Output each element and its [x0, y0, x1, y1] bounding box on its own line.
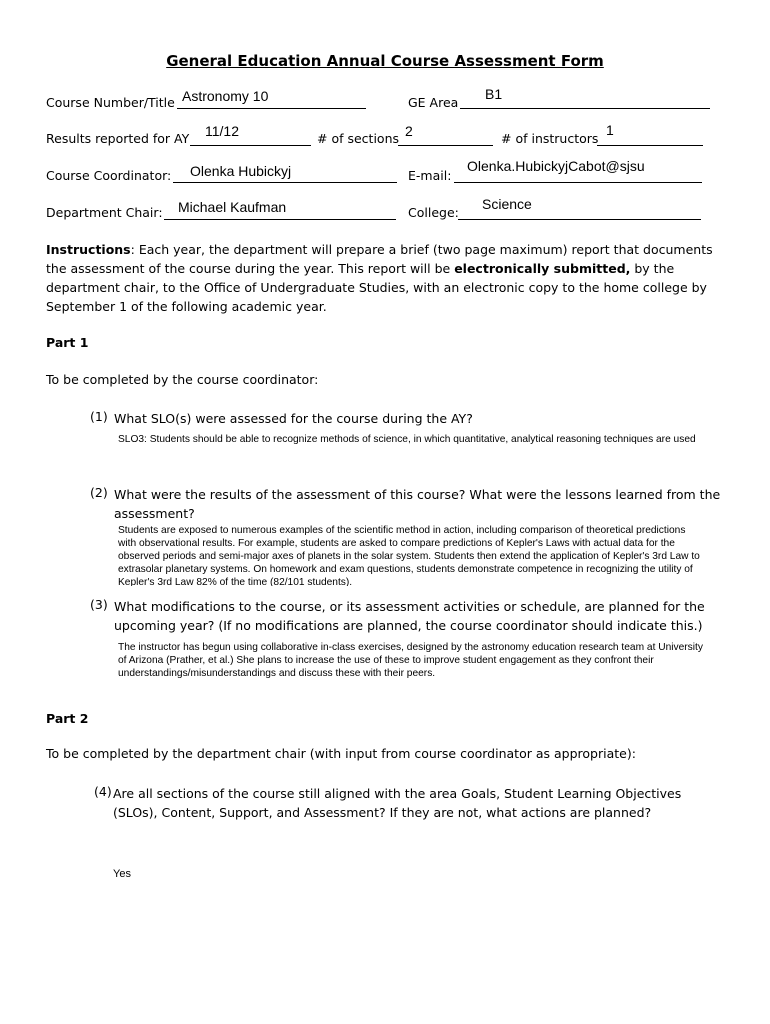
- q2-answer-field[interactable]: Students are exposed to numerous examples of the scientific method in action, including comparison of theoretical predictions with observational results. For example, students are asked to compare predictions of Kepler's Laws with actual data for the observed periods and semi-major axes of planets in the solar system. Students then extend the application of Kepler's 3rd Law to extrasolar planetary systems. On homework and exam questions, students demonstrate competence in recognizing the utility of Kepler's 3rd Law 82% of the time (82/101 students).: [118, 525, 700, 586]
- chair-field[interactable]: Michael Kaufman: [178, 199, 287, 215]
- part2-heading: Part 2: [46, 711, 89, 726]
- q2-number: (2): [90, 485, 108, 500]
- email-underline: [454, 182, 702, 183]
- ge-area-field[interactable]: B1: [485, 86, 503, 102]
- college-label: College:: [408, 205, 459, 220]
- ge-area-underline: [460, 108, 710, 109]
- q4-answer-field[interactable]: Yes: [113, 868, 131, 880]
- part1-intro: To be completed by the course coordinator:: [46, 372, 319, 387]
- college-underline: [458, 219, 701, 220]
- results-underline: [190, 145, 311, 146]
- q2-text: What were the results of the assessment of this course? What were the lessons learned from the assessment?: [114, 487, 721, 521]
- q4-text: Are all sections of the course still aligned with the area Goals, Student Learning Objectives (SLOs), Content, Support, and Assessment? If they are not, what actions are planned?: [113, 786, 682, 820]
- instructors-field[interactable]: 1: [606, 122, 614, 138]
- results-field[interactable]: 11/12: [205, 123, 239, 139]
- q1-text: What SLO(s) were assessed for the course during the AY?: [114, 411, 473, 426]
- results-label: Results reported for AY: [46, 131, 190, 146]
- instructions-paragraph: [46, 240, 722, 316]
- instructors-label: # of instructors: [501, 131, 599, 146]
- coordinator-underline: [173, 182, 397, 183]
- q3-text: What modifications to the course, or its assessment activities or schedule, are planned for the upcoming year? (If no modifications are planned, the course coordinator should indicate this.): [114, 599, 705, 633]
- part1-heading: Part 1: [46, 335, 89, 350]
- sections-underline: [398, 145, 493, 146]
- instructions-bold-text: electronically submitted,: [454, 261, 631, 276]
- part2-intro: To be completed by the department chair (with input from course coordinator as appropriate):: [46, 746, 636, 761]
- instructions-text-1: : Each year, the department will prepare a brief (two page maximum) report that documents the assessment of the course during the year. This report will be: [46, 242, 713, 276]
- chair-label: Department Chair:: [46, 205, 163, 220]
- email-label: E-mail:: [408, 168, 452, 183]
- form-title: General Education Annual Course Assessment Form: [166, 52, 604, 70]
- course-field[interactable]: Astronomy 10: [182, 88, 269, 104]
- q3-number: (3): [90, 597, 108, 612]
- coordinator-field[interactable]: Olenka Hubickyj: [190, 163, 292, 179]
- chair-underline: [164, 219, 396, 220]
- coordinator-label: Course Coordinator:: [46, 168, 172, 183]
- q3-answer-field[interactable]: The instructor has begun using collaborative in-class exercises, designed by the astronomy education research team at University of Arizona (Prather, et al.) She plans to increase the use of these to improve student engagement as they confront their understandings/misunderstandings and discuss these with their peers.: [118, 642, 703, 679]
- instructions-text-2: by the department chair, to the Office of Undergraduate Studies, with an electronic copy to the home college by September 1 of the following academic year.: [46, 261, 707, 314]
- college-field[interactable]: Science: [482, 196, 532, 212]
- course-label: Course Number/Title: [46, 95, 175, 110]
- ge-area-label: GE Area: [408, 95, 459, 110]
- sections-label: # of sections: [317, 131, 400, 146]
- q1-answer-field[interactable]: SLO3: Students should be able to recognize methods of science, in which quantitative, analytical reasoning techniques are used: [118, 434, 696, 445]
- course-underline: [177, 108, 366, 109]
- instructors-underline: [597, 145, 703, 146]
- email-field[interactable]: Olenka.HubickyjCabot@sjsu: [467, 158, 645, 174]
- sections-field[interactable]: 2: [405, 123, 413, 139]
- instructions-lead: Instructions: [46, 242, 131, 257]
- q4-number: (4): [94, 784, 112, 799]
- q1-number: (1): [90, 409, 108, 424]
